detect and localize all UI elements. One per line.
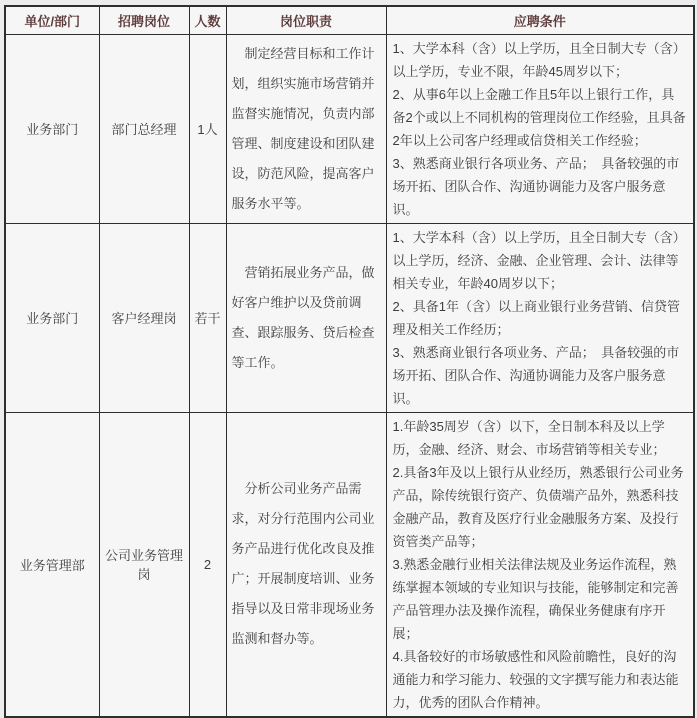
row2-requirements — [386, 223, 694, 412]
header-department: 单位/部门 — [5, 6, 99, 34]
row1-headcount: 1人 — [189, 34, 226, 223]
requirement-item: 3、熟悉商业银行各项业务、产品； 具备较强的市场开拓、团队合作、沟通协调能力及客户服务意识。 — [392, 344, 680, 406]
row3-department: 业务管理部 — [5, 412, 99, 717]
requirement-item: 4.具备较好的市场敏感性和风险前瞻性，良好的沟通能力和学习能力、较强的文字撰写能力和表达能力，优秀的团队合作精神。 — [392, 648, 679, 710]
table-row — [5, 223, 694, 412]
header-position: 招聘岗位 — [99, 6, 189, 34]
requirement-item: 2、从事6年以上金融工作且5年以上银行工作，具备2个或以上不同机构的管理岗位工作经验，且具备2年以上公司客户经理或信贷相关工作经验； — [392, 86, 686, 148]
duties-text: 营销拓展业务产品，做好客户维护以及贷前调查、跟踪服务、贷后检查等工作。 — [231, 264, 375, 370]
requirement-item: 3、熟悉商业银行各项业务、产品； 具备较强的市场开拓、团队合作、沟通协调能力及客户服务意识。 — [392, 155, 680, 217]
requirement-item: 1.年龄35周岁（含）以下，全日制本科及以上学历，金融、经济、财会、市场营销等相关专业； — [392, 418, 666, 457]
row3-requirements — [386, 412, 694, 717]
requirement-item: 2、具备1年（含）以上商业银行业务营销、信贷管理及相关工作经历； — [392, 298, 680, 337]
requirement-item: 1、大学本科（含）以上学历，且全日制大专（含）以上学历，专业不限，年龄45周岁以下； — [392, 40, 686, 79]
duties-text: 制定经营目标和工作计划，组织实施市场营销并监督实施情况，负责内部管理、制度建设和团队建设，防范风险，提高客户服务水平等。 — [231, 45, 375, 211]
row1-position: 部门总经理 — [99, 34, 189, 223]
header-requirements: 应聘条件 — [386, 6, 694, 34]
header-headcount: 人数 — [189, 6, 226, 34]
recruitment-table — [4, 5, 695, 718]
row2-department: 业务部门 — [5, 223, 99, 412]
requirement-item: 2.具备3年及以上银行从业经历，熟悉银行公司业务产品，除传统银行资产、负债端产品外，熟悉科技金融产品，教育及医疗行业金融服务方案、及投行资管类产品等； — [392, 464, 684, 549]
row3-duties — [226, 412, 386, 717]
duties-text: 分析公司业务产品需求，对分行范围内公司业务产品进行优化改良及推广；开展制度培训、业务指导以及日常非现场业务监测和督办等。 — [231, 481, 375, 646]
row1-requirements — [386, 34, 694, 223]
row1-duties — [226, 34, 386, 223]
table-row — [5, 412, 694, 717]
row2-headcount: 若干 — [189, 223, 226, 412]
requirement-item: 1、大学本科（含）以上学历，且全日制大专（含）以上学历，经济、金融、企业管理、会计、法律等相关专业，年龄40周岁以下； — [392, 229, 686, 291]
row3-headcount: 2 — [189, 412, 226, 717]
requirement-item: 3.熟悉金融行业相关法律法规及业务运作流程，熟练掌握本领域的专业知识与技能，能够制定和完善产品管理办法及操作流程，确保业务健康有序开展； — [392, 556, 679, 641]
row1-department: 业务部门 — [5, 34, 99, 223]
row3-position: 公司业务管理岗 — [99, 412, 189, 717]
row2-position: 客户经理岗 — [99, 223, 189, 412]
header-row — [5, 6, 694, 34]
header-duties: 岗位职责 — [226, 6, 386, 34]
table-row — [5, 34, 694, 223]
row2-duties — [226, 223, 386, 412]
recruitment-table-container — [4, 5, 695, 718]
